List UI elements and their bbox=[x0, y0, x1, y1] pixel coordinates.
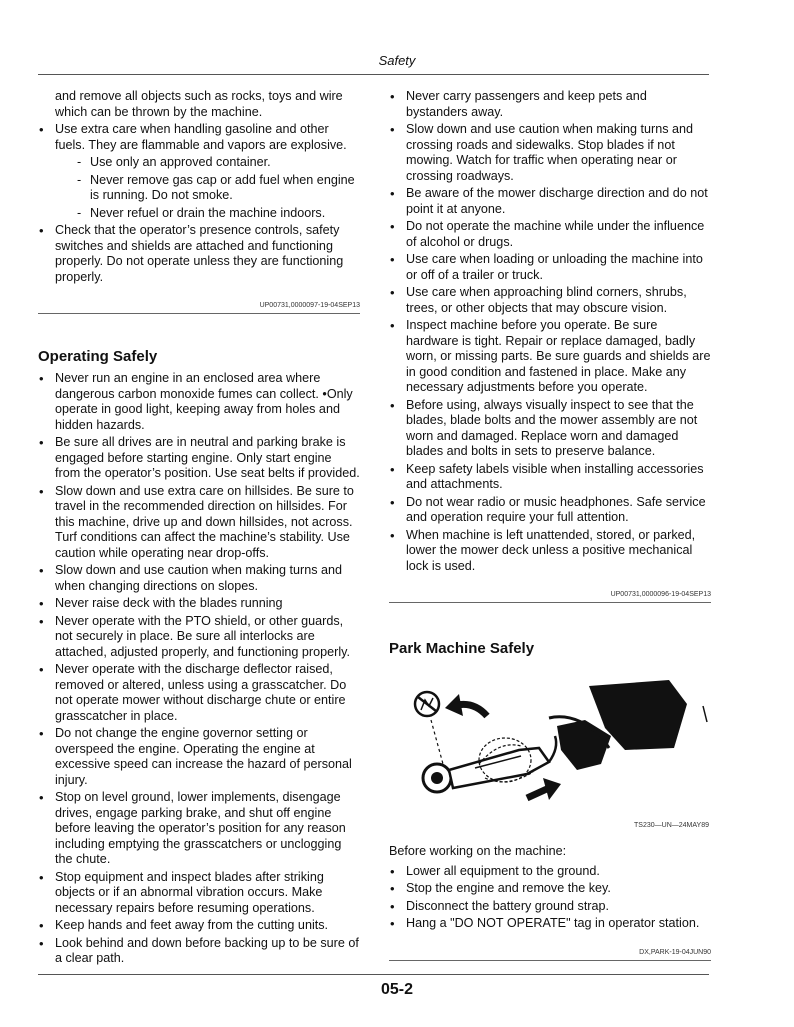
list-item: • Never run an engine in an enclosed area where dangerous carbon monoxide fumes can collect. •Only operate in good light, keeping away from holes and hidden hazards. bbox=[38, 371, 360, 433]
list-item: • Slow down and use extra care on hillsides. Be sure to travel in the recommended direction on hillsides. For this machine, drive up and down hillsides, not across. Turf conditions can affect the machine’s stability. Use caution while operating near drop-offs. bbox=[38, 484, 360, 562]
page-header-title: Safety bbox=[378, 53, 416, 68]
fuel-item-text: Use extra care when handling gasoline and other fuels. They are flammable and vapors are explosive. bbox=[55, 122, 347, 152]
pull-arrow-icon bbox=[527, 778, 561, 800]
reference-code: UP00731,0000096-19-04SEP13 bbox=[610, 591, 711, 598]
rotate-arrow-icon bbox=[445, 694, 487, 716]
fuel-list bbox=[38, 122, 360, 285]
safety-list bbox=[389, 89, 711, 574]
reference-code: UP00731,0000097-19-04SEP13 bbox=[259, 302, 360, 309]
list-item: • Never operate with the discharge deflector raised, removed or altered, unless using a grasscatcher. Do not operate mower without discharge chute or entire grasscatcher in place. bbox=[38, 662, 360, 724]
list-item: • Hang a "DO NOT OPERATE" tag in operator station. bbox=[389, 916, 711, 932]
list-item: • When machine is left unattended, stored, or parked, lower the mower deck unless a positive mechanical lock is used. bbox=[389, 528, 711, 575]
footer-rule bbox=[38, 974, 709, 975]
list-item: • Disconnect the battery ground strap. bbox=[389, 899, 711, 915]
ignition-key-illustration bbox=[389, 678, 709, 818]
list-item: • Slow down and use caution when making turns and when changing directions on slopes. bbox=[38, 563, 360, 594]
sub-list-item: - Never refuel or drain the machine indoors. bbox=[55, 206, 360, 222]
sub-list-item: - Never remove gas cap or add fuel when engine is running. Do not smoke. bbox=[55, 173, 360, 204]
list-item: • Look behind and down before backing up to be sure of a clear path. bbox=[38, 936, 360, 967]
list-item: • Lower all equipment to the ground. bbox=[389, 864, 711, 880]
list-item: • Use care when loading or unloading the machine into or off of a trailer or truck. bbox=[389, 252, 711, 283]
section-rule bbox=[389, 960, 711, 961]
list-item: • Keep hands and feet away from the cutting units. bbox=[38, 918, 360, 934]
key-icon bbox=[423, 736, 556, 792]
list-item: • Use care when approaching blind corners, shrubs, trees, or other objects that may obscure vision. bbox=[389, 285, 711, 316]
list-item: • Be sure all drives are in neutral and parking brake is engaged before starting engine. Only start engine from the operator’s position. Use seat belts if provided. bbox=[38, 435, 360, 482]
list-item: • Never carry passengers and keep pets and bystanders away. bbox=[389, 89, 711, 120]
operating-safely-list bbox=[38, 371, 360, 967]
fuel-sub-list bbox=[55, 155, 360, 221]
park-machine-heading: Park Machine Safely bbox=[389, 640, 535, 657]
list-item: • Stop equipment and inspect blades after striking objects or if an abnormal vibration occurs. Make necessary repairs before resuming operations. bbox=[38, 870, 360, 917]
park-list bbox=[389, 864, 711, 932]
list-item: • Check that the operator’s presence controls, safety switches and shields are attached and functioning properly. Do not operate unless they are functioning properly. bbox=[38, 223, 360, 285]
page-number: 05-2 bbox=[380, 981, 414, 998]
list-item: • Stop the engine and remove the key. bbox=[389, 881, 711, 897]
list-item: • Before using, always visually inspect to see that the blades, blade bolts and the mower assembly are not worn and damaged. Replace worn and damaged blades and bolts in sets to preserve balance. bbox=[389, 398, 711, 460]
list-item: • Stop on level ground, lower implements, disengage drives, engage parking brake, and shut off engine before leaving the operator’s position for any reason including emptying the grasscatchers or unclogging the chute. bbox=[38, 790, 360, 868]
prohibition-icon bbox=[415, 692, 439, 716]
list-item: • Slow down and use caution when making turns and crossing roads and sidewalks. Stop blades if not mowing. Watch for traffic when operating near or crossing roadways. bbox=[389, 122, 711, 184]
list-item: • Do not wear radio or music headphones. Safe service and operation require your full attention. bbox=[389, 495, 711, 526]
park-intro-text: Before working on the machine: bbox=[389, 844, 567, 858]
list-item bbox=[38, 122, 360, 221]
continuation-text: and remove all objects such as rocks, toys and wire which can be thrown by the machine. bbox=[55, 89, 343, 119]
list-item: • Do not operate the machine while under the influence of alcohol or drugs. bbox=[389, 219, 711, 250]
left-column bbox=[38, 89, 360, 969]
sub-list-item: - Use only an approved container. bbox=[55, 155, 360, 171]
header-rule bbox=[38, 74, 709, 75]
operating-safely-heading: Operating Safely bbox=[38, 348, 158, 365]
list-item: • Never operate with the PTO shield, or other guards, not securely in place. Be sure all interlocks are attached, adjusted properly, and functioning properly. bbox=[38, 614, 360, 661]
list-item: • Never raise deck with the blades running bbox=[38, 596, 360, 612]
right-column bbox=[389, 89, 711, 961]
list-item: • Do not change the engine governor setting or overspeed the engine. Operating the engine at excessive speed can increase the hazard of personal injury. bbox=[38, 726, 360, 788]
list-item: • Keep safety labels visible when installing accessories and attachments. bbox=[389, 462, 711, 493]
reference-code: DX,PARK-19-04JUN90 bbox=[639, 948, 711, 956]
figure-reference: TS230—UN—24MAY89 bbox=[634, 822, 709, 829]
list-item: • Be aware of the mower discharge direction and do not point it at anyone. bbox=[389, 186, 711, 217]
park-figure bbox=[389, 668, 711, 840]
list-item: • Inspect machine before you operate. Be sure hardware is tight. Repair or replace damaged, badly worn, or missing parts. Be sure guards and shields are in good condition and fastened in place. Make any necessary adjustments before you operate. bbox=[389, 318, 711, 396]
